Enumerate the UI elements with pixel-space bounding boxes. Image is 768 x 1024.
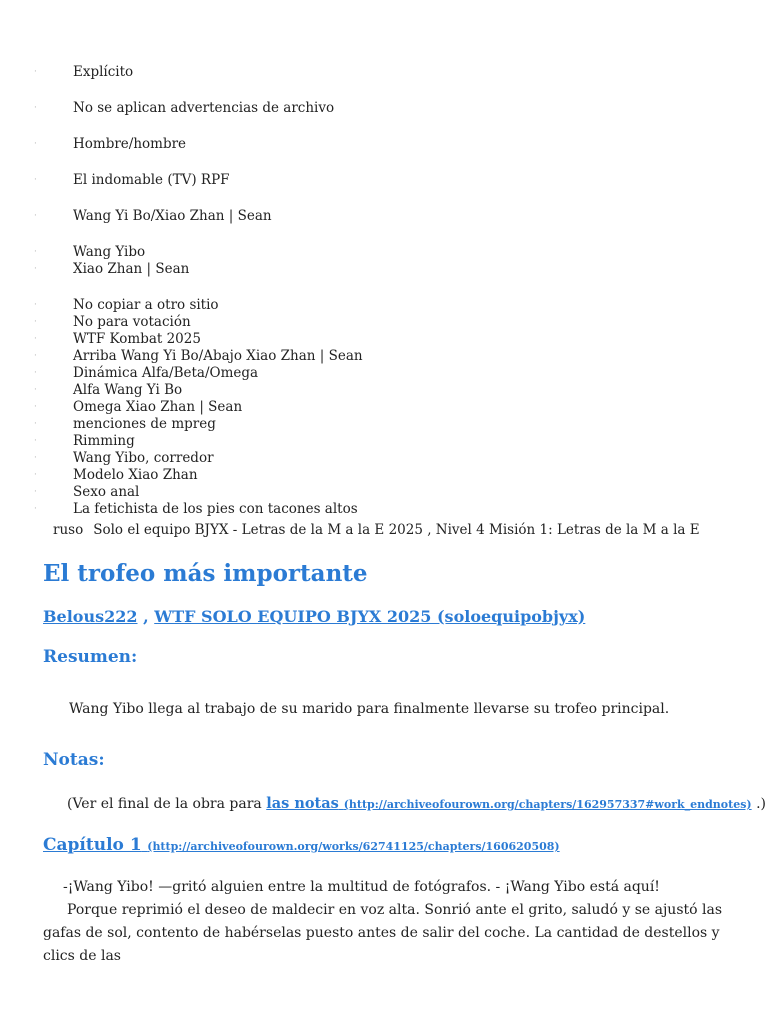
tag-character[interactable]: Xiao Zhan | Sean [73, 261, 190, 277]
endnotes-link-url: (http://archiveofourown.org/chapters/162957337#work_endnotes) [343, 798, 752, 811]
tag-row [34, 382, 734, 399]
tag-freeform[interactable]: Arriba Wang Yi Bo/Abajo Xiao Zhan | Sean [73, 348, 363, 364]
bullet-icon: · [34, 317, 37, 327]
bullet-icon: · [34, 300, 37, 310]
byline-separator: , [137, 607, 155, 626]
bullet-icon: · [34, 351, 37, 361]
tag-row [34, 399, 734, 416]
tag-freeform[interactable]: Wang Yibo, corredor [73, 450, 214, 466]
notes-text [67, 795, 766, 812]
bullet-icon: · [34, 264, 37, 274]
tag-row [34, 331, 734, 348]
bullet-icon: · [34, 368, 37, 378]
tag-warning[interactable]: No se aplican advertencias de archivo [73, 100, 335, 116]
collection-link[interactable]: WTF SOLO EQUIPO BJYX 2025 (soloequipobjyx) [154, 607, 586, 626]
tag-list [34, 64, 734, 518]
tag-freeform[interactable]: No para votación [73, 314, 191, 330]
author-link[interactable]: Belous222 [43, 607, 138, 626]
tag-row [34, 365, 734, 382]
tag-row [34, 450, 734, 467]
bullet-icon: · [34, 139, 37, 149]
language-series-line [53, 522, 700, 538]
tag-freeform[interactable]: La fetichista de los pies con tacones altos [73, 501, 358, 517]
tag-freeform[interactable]: Sexo anal [73, 484, 140, 500]
tag-relationship[interactable]: Wang Yi Bo/Xiao Zhan | Sean [73, 208, 272, 224]
tag-row [34, 208, 734, 225]
byline [43, 607, 585, 626]
bullet-icon: · [34, 334, 37, 344]
tag-row [34, 484, 734, 501]
tag-row [34, 136, 734, 153]
chapter-body [43, 876, 743, 968]
paragraph: -¡Wang Yibo! —gritó alguien entre la multitud de fotógrafos. - ¡Wang Yibo está aquí! [63, 879, 660, 895]
tag-freeform[interactable]: Modelo Xiao Zhan [73, 467, 198, 483]
bullet-icon: · [34, 67, 37, 77]
tag-row [34, 172, 734, 189]
tag-character[interactable]: Wang Yibo [73, 244, 146, 260]
tag-freeform[interactable]: menciones de mpreg [73, 416, 216, 432]
tag-freeform[interactable]: Omega Xiao Zhan | Sean [73, 399, 243, 415]
bullet-icon: · [34, 504, 37, 514]
bullet-icon: · [34, 453, 37, 463]
bullet-icon: · [34, 385, 37, 395]
chapter-title: Capítulo 1 [43, 835, 142, 855]
tag-row [34, 348, 734, 365]
notes-prefix: (Ver el final de la obra para [67, 796, 267, 812]
notes-heading: Notas: [43, 750, 105, 770]
bullet-icon: · [34, 175, 37, 185]
bullet-icon: · [34, 419, 37, 429]
tag-freeform[interactable]: Dinámica Alfa/Beta/Omega [73, 365, 259, 381]
tag-freeform[interactable]: Alfa Wang Yi Bo [73, 382, 183, 398]
bullet-icon: · [34, 103, 37, 113]
tag-row [34, 244, 734, 261]
bullet-icon: · [34, 247, 37, 257]
series-info: Solo el equipo BJYX - Letras de la M a la E 2025 , Nivel 4 Misión 1: Letras de la M a la E [93, 522, 700, 538]
tag-freeform[interactable]: No copiar a otro sitio [73, 297, 219, 313]
chapter-heading [43, 835, 560, 855]
tag-row [34, 64, 734, 81]
summary-text: Wang Yibo llega al trabajo de su marido para finalmente llevarse su trofeo principal. [69, 701, 670, 717]
tag-category[interactable]: Hombre/hombre [73, 136, 187, 152]
tag-rating[interactable]: Explícito [73, 64, 134, 80]
tag-row [34, 467, 734, 484]
bullet-icon: · [34, 436, 37, 446]
work-language: ruso [53, 522, 84, 538]
tag-freeform[interactable]: Rimming [73, 433, 135, 449]
chapter-link[interactable] [43, 835, 560, 854]
chapter-url: (http://archiveofourown.org/works/62741125/chapters/160620508) [147, 840, 560, 853]
paragraph: Porque reprimió el deseo de maldecir en voz alta. Sonrió ante el grito, saludó y se ajustó las gafas de sol, contento de habérselas puesto antes de salir del coche. La cantidad de destellos y clics de las [43, 902, 723, 964]
bullet-icon: · [34, 402, 37, 412]
tag-row [34, 416, 734, 433]
tag-row [34, 100, 734, 117]
tag-row [34, 261, 734, 278]
endnotes-link[interactable] [266, 796, 751, 812]
tag-row [34, 433, 734, 450]
tag-row [34, 314, 734, 331]
tag-row [34, 297, 734, 314]
tag-freeform[interactable]: WTF Kombat 2025 [73, 331, 201, 347]
bullet-icon: · [34, 487, 37, 497]
bullet-icon: · [34, 470, 37, 480]
bullet-icon: · [34, 211, 37, 221]
notes-suffix: .) [751, 796, 766, 812]
endnotes-link-label: las notas [266, 795, 339, 812]
tag-row [34, 501, 734, 518]
tag-fandom[interactable]: El indomable (TV) RPF [73, 172, 230, 188]
work-title: El trofeo más importante [43, 560, 368, 587]
summary-heading: Resumen: [43, 647, 138, 667]
